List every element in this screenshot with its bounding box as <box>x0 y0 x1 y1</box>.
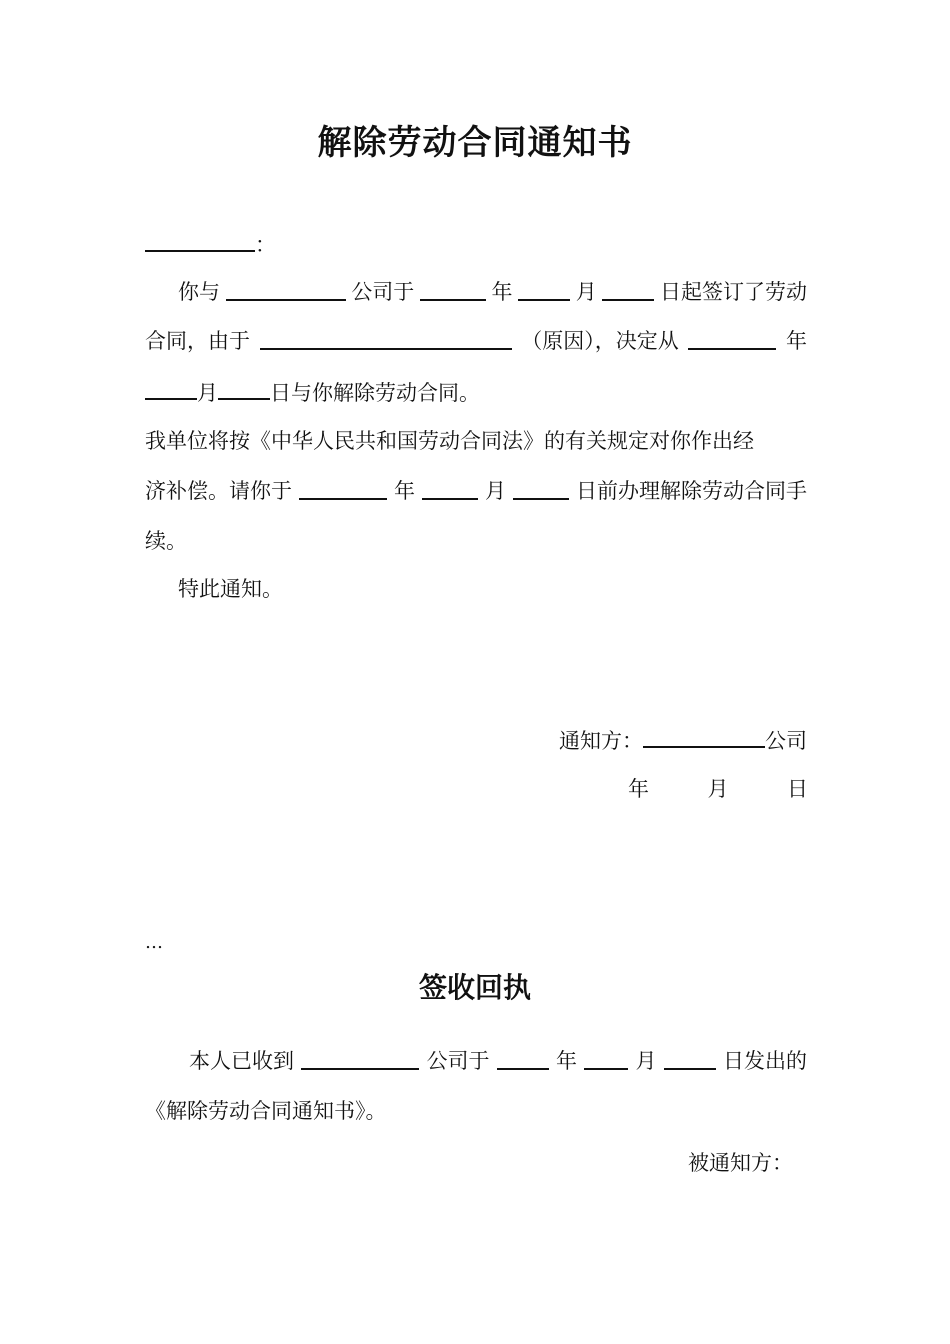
closing-line <box>145 574 807 604</box>
recipient-label: 被通知方： <box>688 1151 793 1175</box>
notifier-company-blank[interactable] <box>643 724 765 748</box>
text-segment: 日前办理解除劳动合同手 <box>576 479 807 503</box>
text-segment: 年 <box>394 479 415 503</box>
receipt-year-blank[interactable] <box>497 1046 549 1070</box>
sign-day-blank[interactable] <box>602 277 654 301</box>
text-segment: 年 <box>786 329 807 353</box>
para1-line2 <box>145 326 807 356</box>
text-segment: 月 <box>485 479 506 503</box>
text-segment: 合同，由于 <box>145 329 250 353</box>
text-segment: 续。 <box>145 529 187 553</box>
notice-date-row <box>628 774 808 804</box>
deadline-month-blank[interactable] <box>422 476 478 500</box>
document-title: 解除劳动合同通知书 <box>317 123 633 163</box>
text-segment: 月 <box>197 381 218 405</box>
text-segment: 月 <box>635 1049 657 1073</box>
receipt-month-blank[interactable] <box>584 1046 628 1070</box>
termination-year-blank[interactable] <box>688 326 776 350</box>
para1-line3 <box>145 376 807 408</box>
text-segment: 年 <box>556 1049 577 1073</box>
reason-blank[interactable] <box>260 326 512 350</box>
salutation-colon: ： <box>255 233 276 257</box>
text-segment: 《解除劳动合同通知书》。 <box>145 1099 387 1123</box>
para2-line2 <box>145 476 807 506</box>
text-segment: 济补偿。请你于 <box>145 479 292 503</box>
salutation-line <box>145 228 807 260</box>
text-segment: 日发出的 <box>723 1049 807 1073</box>
receipt-line1 <box>145 1046 807 1076</box>
receipt-company-blank[interactable] <box>301 1046 419 1070</box>
text-segment: 公司于 <box>426 1049 490 1073</box>
para1-line1 <box>145 277 807 307</box>
deadline-day-blank[interactable] <box>513 476 569 500</box>
receipt-title: 签收回执 <box>418 971 531 1004</box>
recipient-name-blank[interactable] <box>145 228 255 252</box>
para2-line3 <box>145 526 807 556</box>
sign-month-blank[interactable] <box>518 277 570 301</box>
notifier-suffix: 公司 <box>765 729 807 753</box>
termination-day-blank[interactable] <box>218 376 270 400</box>
date-year-label: 年 <box>628 777 649 801</box>
notifier-label: 通知方： <box>559 729 643 753</box>
text-segment: 你与 <box>178 280 220 304</box>
text-segment: 日起签订了劳动 <box>660 280 807 304</box>
ellipsis-marker: … <box>145 932 163 953</box>
text-segment: 本人已收到 <box>189 1049 294 1073</box>
termination-month-blank[interactable] <box>145 376 197 400</box>
text-segment: 公司于 <box>351 280 415 304</box>
deadline-year-blank[interactable] <box>299 476 387 500</box>
date-day-label: 日 <box>787 777 808 801</box>
company-name-blank[interactable] <box>226 277 346 301</box>
closing-text: 特此通知。 <box>178 577 283 601</box>
text-segment: （原因），决定从 <box>521 329 679 353</box>
receipt-line2 <box>145 1096 807 1126</box>
text-segment: 月 <box>575 280 597 304</box>
recipient-line <box>145 1148 793 1178</box>
sign-year-blank[interactable] <box>420 277 486 301</box>
text-segment: 我单位将按《中华人民共和国劳动合同法》的有关规定对你作出经 <box>145 429 754 453</box>
para2-line1 <box>145 426 807 456</box>
notifier-line <box>145 724 807 756</box>
receipt-day-blank[interactable] <box>664 1046 716 1070</box>
text-segment: 年 <box>491 280 513 304</box>
date-month-label: 月 <box>707 777 729 801</box>
text-segment: 日与你解除劳动合同。 <box>270 381 480 405</box>
